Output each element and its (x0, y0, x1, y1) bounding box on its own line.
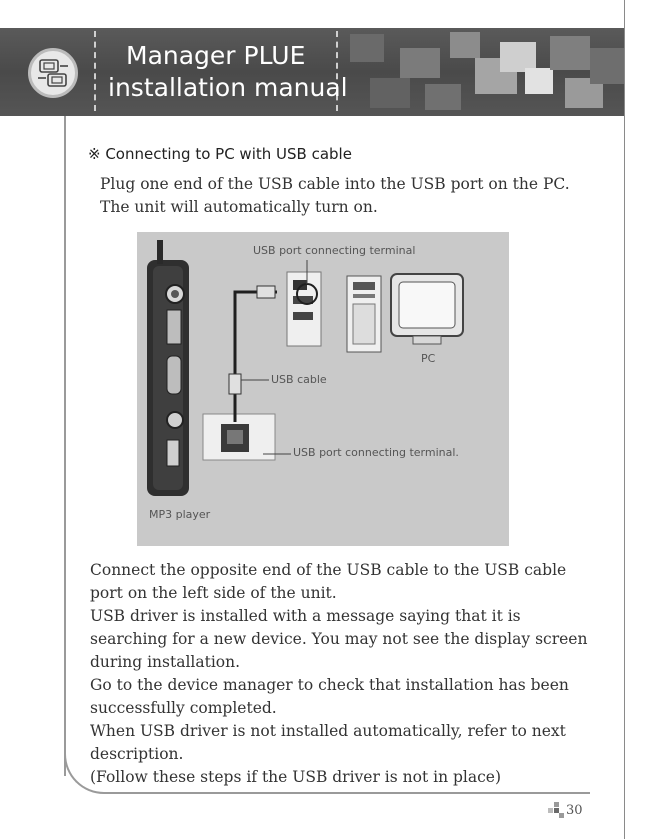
header-mosaic (340, 28, 624, 116)
body-line: When USB driver is not installed automatically, refer to next (90, 722, 566, 740)
body-line: searching for a new device. You may not see the display screen (90, 630, 588, 648)
page-mark-icon (548, 802, 564, 818)
intro-line: Plug one end of the USB cable into the USB port on the PC. (100, 175, 570, 193)
section-heading: ※ Connecting to PC with USB cable (88, 145, 352, 163)
body-line: Connect the opposite end of the USB cable to the USB cable (90, 561, 567, 579)
body-line: (Follow these steps if the USB driver is not in place) (90, 768, 502, 786)
page-border (624, 0, 625, 839)
body-line: Go to the device manager to check that installation has been (90, 676, 569, 694)
body-line: USB driver is installed with a message saying that it is (90, 607, 521, 625)
page-number: 30 (566, 803, 583, 818)
body-line: description. (90, 745, 184, 763)
left-margin-rule (64, 116, 66, 776)
body-line: port on the left side of the unit. (90, 584, 337, 602)
intro-line: The unit will automatically turn on. (100, 198, 378, 216)
connection-diagram (137, 232, 509, 546)
label-bottom-terminal: USB port connecting terminal. (293, 446, 459, 459)
title-line-2: installation manual (108, 73, 348, 102)
label-top-terminal: USB port connecting terminal (253, 244, 416, 257)
body-line: successfully completed. (90, 699, 277, 717)
label-mp3-player: MP3 player (149, 508, 211, 521)
label-usb-cable: USB cable (271, 373, 327, 386)
bottom-rule (120, 792, 590, 794)
body-line: during installation. (90, 653, 241, 671)
title-line-1: Manager PLUE (126, 41, 306, 70)
usb-logo-icon (28, 48, 78, 98)
label-pc: PC (421, 352, 436, 365)
intro-paragraph (100, 173, 570, 219)
body-paragraph (90, 559, 587, 789)
title-box (94, 31, 348, 111)
